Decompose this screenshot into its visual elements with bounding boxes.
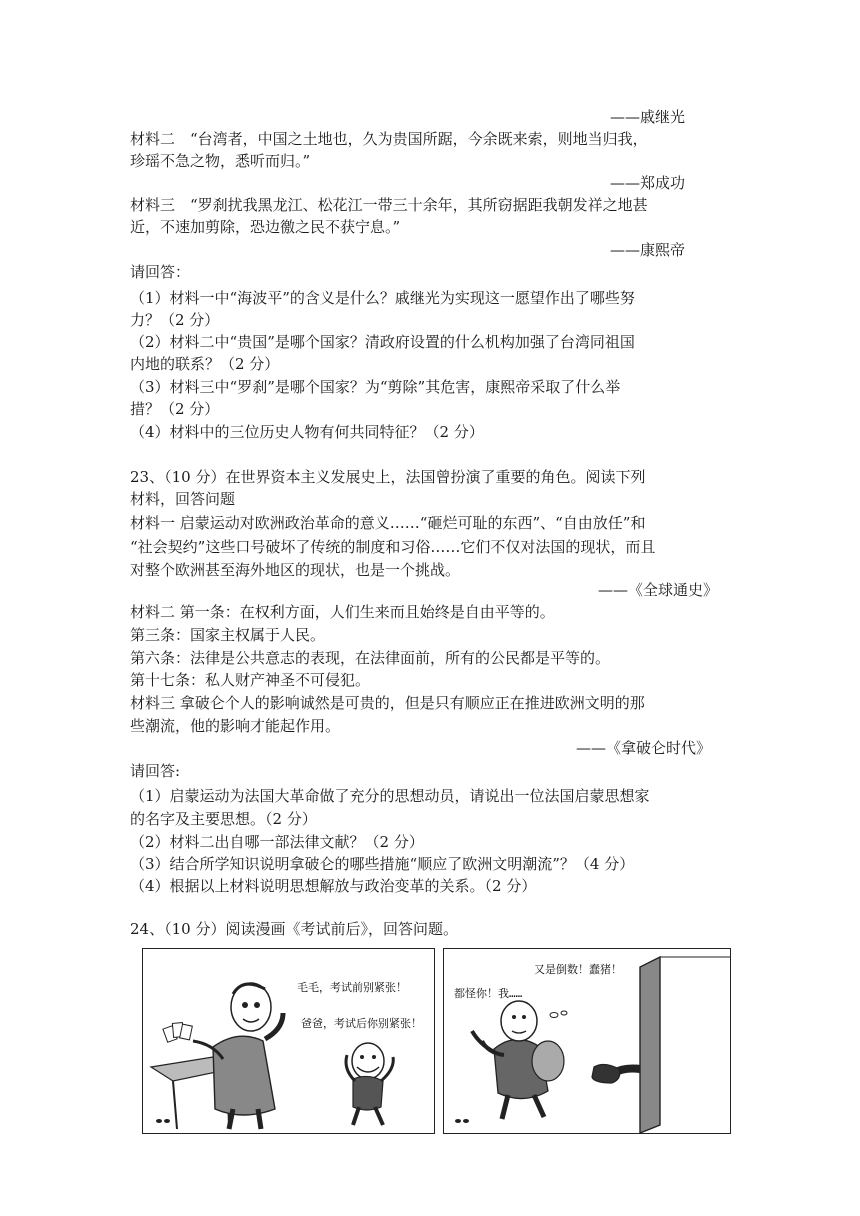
boy-speech: 都怪你！我…… xyxy=(454,987,523,1000)
source-kangxi: ——康熙帝 xyxy=(610,241,686,259)
q22-sub4-line-1: （4）材料中的三位历史人物有何共同特征？（2 分） xyxy=(130,423,484,441)
q22-sub3-line-1: （3）材料三中“罗刹”是哪个国家？为“剪除”其危害，康熙帝采取了什么举 xyxy=(130,378,621,396)
q23-sub1-line-2: 的名字及主要思想。（2 分） xyxy=(130,810,317,828)
teacher-speech: 又是倒数！蠢猪！ xyxy=(534,963,622,976)
q22-sub1-line-1: （1）材料一中“海波平”的含义是什么？戚继光为实现这一愿望作出了哪些努 xyxy=(130,289,635,307)
q23-material-2-line-2: 第三条：国家主权属于人民。 xyxy=(130,626,326,644)
q23-material-1-line-1: 材料一 启蒙运动对欧洲政治革命的意义……“砸烂可耻的东西”、“自由放任”和 xyxy=(130,514,646,532)
source-qi-jiguang: ——戚继光 xyxy=(610,108,686,126)
q22-sub2-line-2: 内地的联系？（2 分） xyxy=(130,355,280,373)
q23-material-2-line-1: 材料二 第一条：在权利方面，人们生来而且始终是自由平等的。 xyxy=(130,603,555,621)
answer-prompt: 请回答： xyxy=(130,263,191,281)
source-global-history: ——《全球通史》 xyxy=(598,581,719,599)
material-2-line-2: 珍瑶不急之物，悉听而归。” xyxy=(130,152,311,170)
q23-sub2-line-1: （2）材料二出自哪一部法律文献？（2 分） xyxy=(130,833,424,851)
q24-intro: 24、（10 分）阅读漫画《考试前后》，回答问题。 xyxy=(130,920,458,938)
q22-sub2-line-1: （2）材料二中“贵国”是哪个国家？清政府设置的什么机构加强了台湾同祖国 xyxy=(130,333,635,351)
father-and-son-illustration xyxy=(143,949,434,1133)
q23-intro-line-1: 23、（10 分）在世界资本主义发展史上，法国曾扮演了重要的角色。阅读下列 xyxy=(130,468,646,486)
comic-panel-after-exam xyxy=(443,948,731,1134)
q23-material-3-line-1: 材料三 拿破仑个人的影响诚然是可贵的，但是只有顺应正在推进欧洲文明的那 xyxy=(130,694,645,712)
comic-panel-before-exam xyxy=(142,948,435,1134)
q23-material-1-line-3: 对整个欧洲甚至海外地区的现状，也是一个挑战。 xyxy=(130,561,461,579)
q23-material-3-line-2: 些潮流，他的影响才能起作用。 xyxy=(130,717,341,735)
material-2-line-1: 材料二 “台湾者，中国之土地也，久为贵国所踞，今余既来索，则地当归我， xyxy=(130,130,648,148)
q23-material-2-line-4: 第十七条：私人财产神圣不可侵犯。 xyxy=(130,671,371,689)
father-speech: 毛毛，考试前别紧张！ xyxy=(297,981,407,994)
source-napoleon-era: ——《拿破仑时代》 xyxy=(576,739,712,757)
q22-sub1-line-2: 力？（2 分） xyxy=(130,311,220,329)
material-3-line-2: 近，不速加剪除，恐边徼之民不获宁息。” xyxy=(130,218,401,236)
son-speech: 爸爸，考试后你别紧张！ xyxy=(301,1017,422,1030)
q22-sub3-line-2: 措？（2 分） xyxy=(130,400,220,418)
q23-material-1-line-2: “社会契约”这些口号破坏了传统的制度和习俗……它们不仅对法国的现状，而且 xyxy=(130,538,656,556)
q23-sub4-line-1: （4）根据以上材料说明思想解放与政治变革的关系。（2 分） xyxy=(130,877,537,895)
q23-sub3-line-1: （3）结合所学知识说明拿破仑的哪些措施“顺应了欧洲文明潮流”？（4 分） xyxy=(130,855,635,873)
q23-answer-prompt: 请回答: xyxy=(130,762,181,780)
q23-material-2-line-3: 第六条：法律是公共意志的表现，在法律面前，所有的公民都是平等的。 xyxy=(130,649,611,667)
q23-sub1-line-1: （1）启蒙运动为法国大革命做了充分的思想动员，请说出一位法国启蒙思想家 xyxy=(130,787,650,805)
material-3-line-1: 材料三 “罗刹扰我黑龙江、松花江一带三十余年，其所窃据距我朝发祥之地甚 xyxy=(130,196,648,214)
q23-intro-line-2: 材料，回答问题 xyxy=(130,490,236,508)
source-zheng-chenggong: ——郑成功 xyxy=(610,174,686,192)
